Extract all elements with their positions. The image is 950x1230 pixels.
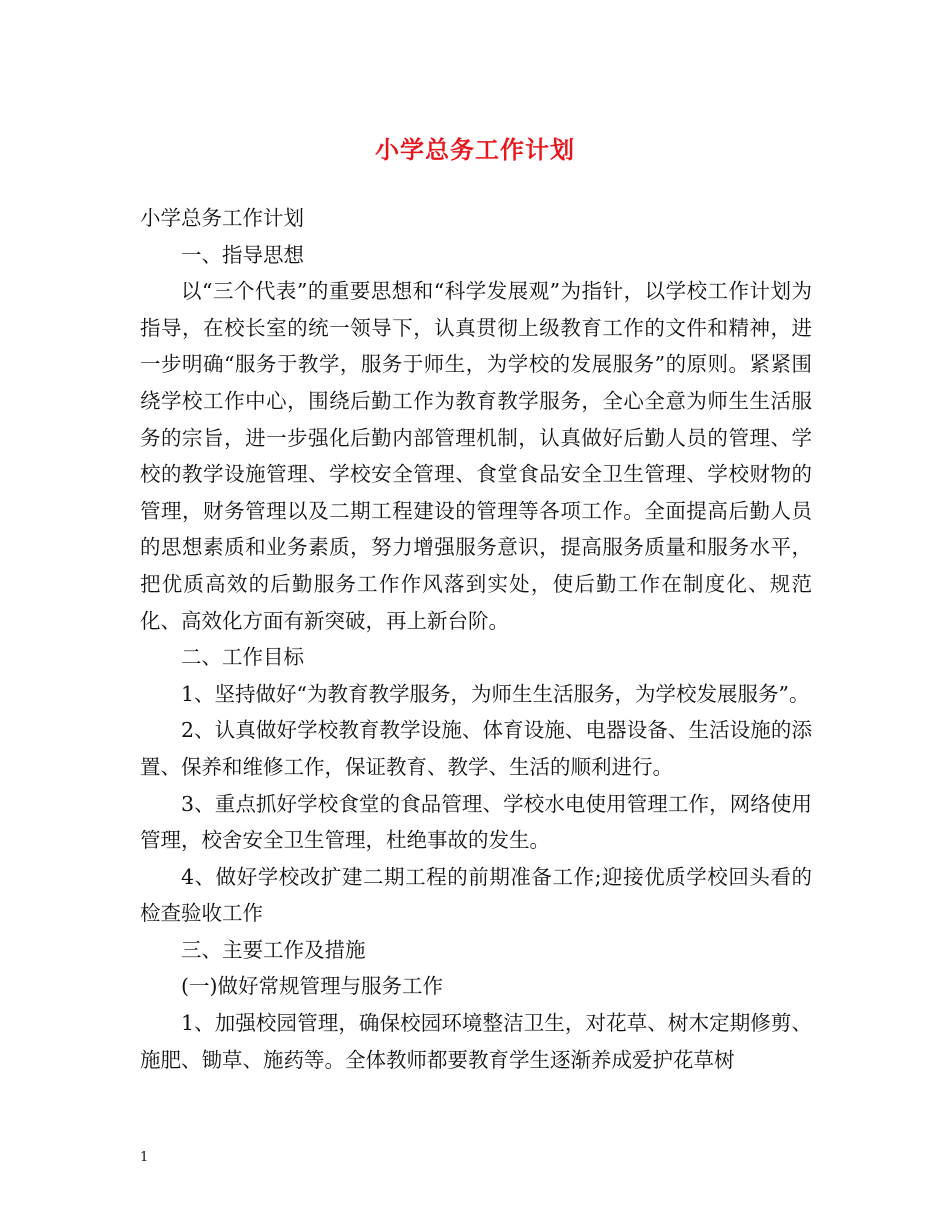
paragraph-guiding-ideology: 以“三个代表”的重要思想和“科学发展观”为指针，以学校工作计划为指导，在校长室的统一领导下，认真贯彻上级教育工作的文件和精神，进一步明确“服务于教学，服务于师生，为学校的发展服务”的原则。紧紧围绕学校工作中心，围绕后勤工作为教育教学服务，全心全意为师生生活服务的宗旨，进一步强化后勤内部管理机制，认真做好后勤人员的管理、学校的教学设施管理、学校安全管理、食堂食品安全卫生管理、学校财物的管理，财务管理以及二期工程建设的管理等各项工作。全面提高后勤人员的思想素质和业务素质，努力增强服务意识，提高服务质量和服务水平，把优质高效的后勤服务工作作风落到实处，使后勤工作在制度化、规范化、高效化方面有新突破，再上新台阶。 [140, 279, 812, 633]
paragraph-goal-4: 4、做好学校改扩建二期工程的前期准备工作;迎接优质学校回头看的检查验收工作 [140, 864, 812, 926]
document-title: 小学总务工作计划 [375, 135, 575, 164]
paragraph-goal-3: 3、重点抓好学校食堂的食品管理、学校水电使用管理工作，网络使用管理，校舍安全卫生管理，杜绝事故的发生。 [140, 791, 812, 853]
section-heading-work-goals: 二、工作目标 [181, 645, 304, 670]
paragraph-goal-1: 1、坚持做好“为教育教学服务，为师生生活服务，为学校发展服务”。 [181, 681, 810, 706]
paragraph-campus-management: 1、加强校园管理，确保校园环境整洁卫生，对花草、树木定期修剪、施肥、锄草、施药等。全体教师都要教育学生逐渐养成爱护花草树 [140, 1011, 812, 1072]
section-heading-guiding-ideology: 一、指导思想 [181, 242, 304, 267]
body-heading: 小学总务工作计划 [140, 206, 304, 230]
document-body [140, 200, 812, 1078]
page-number: 1 [140, 1150, 149, 1165]
section-heading-main-work: 三、主要工作及措施 [181, 937, 366, 962]
subsection-heading-routine-management: (一)做好常规管理与服务工作 [181, 974, 443, 999]
paragraph-goal-2: 2、认真做好学校教育教学设施、体育设施、电器设备、生活设施的添置、保养和维修工作，保证教育、教学、生活的顺利进行。 [140, 718, 812, 779]
